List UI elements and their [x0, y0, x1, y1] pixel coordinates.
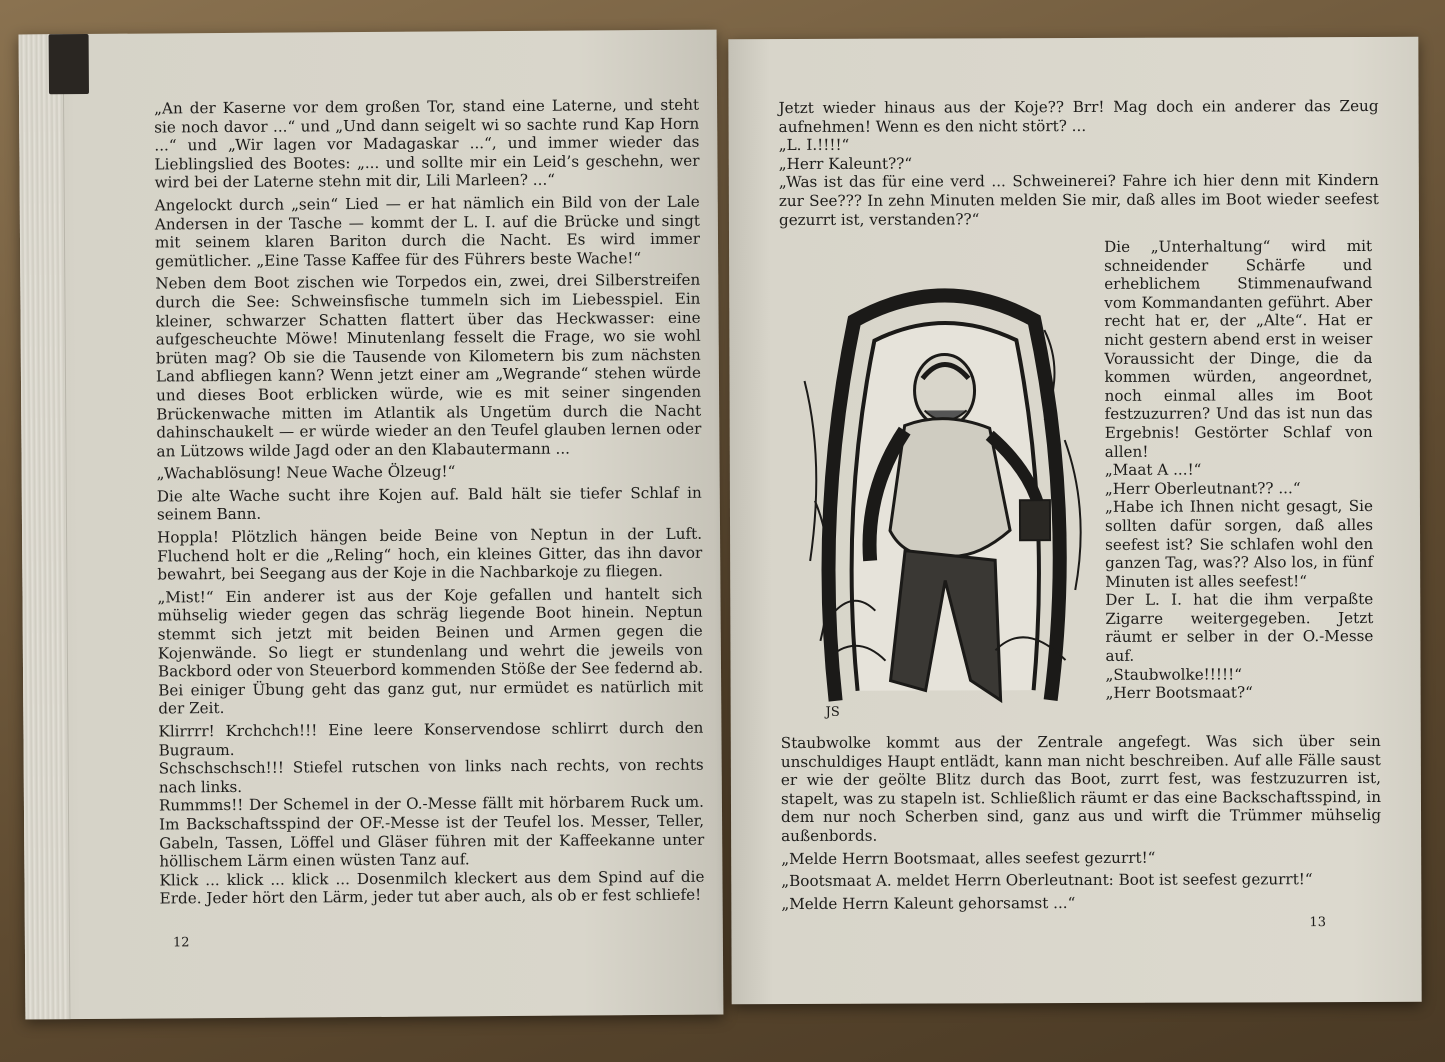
paragraph: „Was ist das für eine verd ... Schweinerei? Fahre ich hier denn mit Kindern zur See??? In zehn Minuten melden Sie mir, daß alles im Boot wieder seefest gezurrt ist, verstanden??“ [778, 171, 1379, 229]
paragraph: Hoppla! Plötzlich hängen beide Beine von Neptun in der Luft. Fluchend holt er die „Reling“ hoch, ein kleines Gitter, das ihn davor bewahrt, bei Seegang aus der Koje in die Nachbarkoje zu fliegen. [157, 524, 703, 584]
right-page-bottom-text [781, 732, 1382, 917]
paragraph: „Herr Oberleutnant?? ...“ [1104, 478, 1301, 498]
paragraph: „Herr Kaleunt??“ [778, 154, 913, 173]
paragraph: „Mist!“ Ein anderer ist aus der Koje gefallen und hantelt sich mühselig wieder gegen das schräg liegende Boot hinein. Neptun stemmt sich jetzt mit beiden Beinen und Armen gegen die Kojenwände. So liegt er stundenlang und wehrt die jeweils von Backbord oder von Steuerbord kommenden Stöße der See federnd ab. Bei einiger Übung geht das ganz gut, nur ermüdet es natürlich mit der Zeit. [157, 584, 704, 718]
paragraph: „Bootsmaat A. meldet Herrn Oberleutnant: Boot ist seefest gezurrt!“ [781, 870, 1313, 891]
paragraph: „Staubwolke!!!!!“ [1105, 665, 1242, 684]
paragraph: Neben dem Boot zischen wie Torpedos ein, zwei, drei Silberstreifen durch die See: Schweinsfische tummeln sich im Liebesspiel. Ein kleiner, schwarzer Schatten flattert über das Heckwasser: eine aufgescheuchte Möwe! Minutenlang fesselt die Frage, wo sie wohl brüten mag? Ob sie die Tausende von Kilometern bis zum nächsten Land abfliegen kann? Wenn jetzt einer am „Wegrande“ stehen würde und dieses Boot erblicken würde, wie es mit seiner singenden Brückenwache mitten im Atlantik als Ungetüm durch die Nacht dahinschaukelt — er würde wieder an den Teufel glauben lernen oder an Lützows wilde Jagd oder an den Klabautermann ... [155, 271, 702, 461]
paragraph: Klirrrr! Krchchch!!! Eine leere Konservendose schlirrt durch den Bugraum. [158, 718, 704, 760]
artist-signature: JS [825, 704, 840, 720]
paragraph: „Melde Herrn Kaleunt gehorsamst ...“ [781, 893, 1076, 913]
right-page [728, 37, 1421, 1004]
left-page-text [154, 96, 705, 909]
left-page [19, 30, 724, 1020]
paragraph: Der L. I. hat die ihm verpaßte Zigarre weitergegeben. Jetzt räumt er selber in der O.-Messe auf. [1105, 590, 1374, 665]
paragraph: Angelockt durch „sein“ Lied — er hat nämlich ein Bild von der Lale Andersen in der Tasche — kommt der L. I. auf die Brücke und singt mit seinem klaren Bariton durch die Nacht. Es wird immer gemütlicher. „Eine Tasse Kaffee für des Führers beste Wache!“ [154, 192, 701, 271]
page-number: 12 [172, 935, 190, 951]
paragraph: Jetzt wieder hinaus aus der Koje?? Brr! Mag doch ein anderer das Zeug aufnehmen! Wenn es den nicht stört? ... [778, 96, 1379, 136]
page-stack-edge [19, 34, 71, 1019]
paragraph: „Wachablösung! Neue Wache Ölzeug!“ [156, 462, 456, 483]
paragraph: Die „Unterhaltung“ wird mit schneidender Schärfe und erheblichem Stimmenaufwand vom Kommandanten geführt. Aber recht hat er, der „Alte“. Hat er nicht gestern abend erst in weiser Voraussicht der Dinge, die da kommen würden, angeordnet, noch einmal alles im Boot festzuzurren? Und das ist nun das Ergebnis! Gestörter Schlaf von allen! [1104, 236, 1373, 461]
paragraph: „L. I.!!!!“ [778, 135, 850, 155]
paragraph: „Melde Herrn Bootsmaat, alles seefest gezurrt!“ [781, 848, 1156, 868]
page-number: 13 [1309, 915, 1326, 931]
sailor-illustration [794, 260, 1096, 726]
paragraph: Klick ... klick ... klick ... Dosenmilch kleckert aus dem Spind auf die Erde. Jeder hört den Lärm, jeder tut aber auch, als ob er fest schliefe! [159, 867, 705, 908]
paragraph: „Herr Bootsmaat?“ [1105, 683, 1253, 703]
paragraph: Die alte Wache sucht ihre Kojen auf. Bald hält sie tiefer Schlaf in seinem Bann. [156, 483, 702, 524]
right-page-top-text [779, 97, 1379, 229]
paragraph: „Maat A ...!“ [1104, 460, 1202, 480]
binding-shadow [49, 34, 89, 94]
paragraph: Rummms!! Der Schemel in der O.-Messe fällt mit hörbarem Ruck um. Im Backschaftsspind der OF.-Messe ist der Teufel los. Messer, Teller, Gabeln, Tassen, Löffel und Gläser führen mit der Kaffeekanne unter höllischem Lärm einen wüsten Tanz auf. [158, 793, 705, 871]
paragraph: „An der Kaserne vor dem großen Tor, stand eine Laterne, und steht sie noch davor ...“ und „Und dann seigelt wi so sachte rund Kap Horn ...“ und „Wir lagen vor Madagaskar ...“, und immer wieder das Lieblingslied des Bootes: „... und sollte mir ein Leid’s geschehn, wer wird bei der Laterne stehn mit dir, Lili Marleen? ...“ [154, 95, 700, 192]
paragraph: „Habe ich Ihnen nicht gesagt, Sie sollten dafür sorgen, daß alles seefest ist? Sie schlafen wohl den ganzen Tag, was?? Also los, in fünf Minuten ist alles seefest!“ [1104, 497, 1374, 591]
right-page-side-text [1104, 237, 1374, 703]
paragraph: Schschschsch!!! Stiefel rutschen von links nach rechts, von rechts nach links. [158, 755, 704, 797]
paragraph: Staubwolke kommt aus der Zentrale angefegt. Was sich über sein unschuldiges Haupt entlädt, kann man nicht beschreiben. Auf alle Fälle saust er wie der geölte Blitz durch das Boot, zurrt fest, was festzuzurren ist, stapelt, was zu stapeln ist. Schließlich räumt er das eine Backschaftsspind, in dem nur noch Scherben sind, ganz aus und wirft die Trümmer mühselig außenbords. [780, 731, 1382, 845]
